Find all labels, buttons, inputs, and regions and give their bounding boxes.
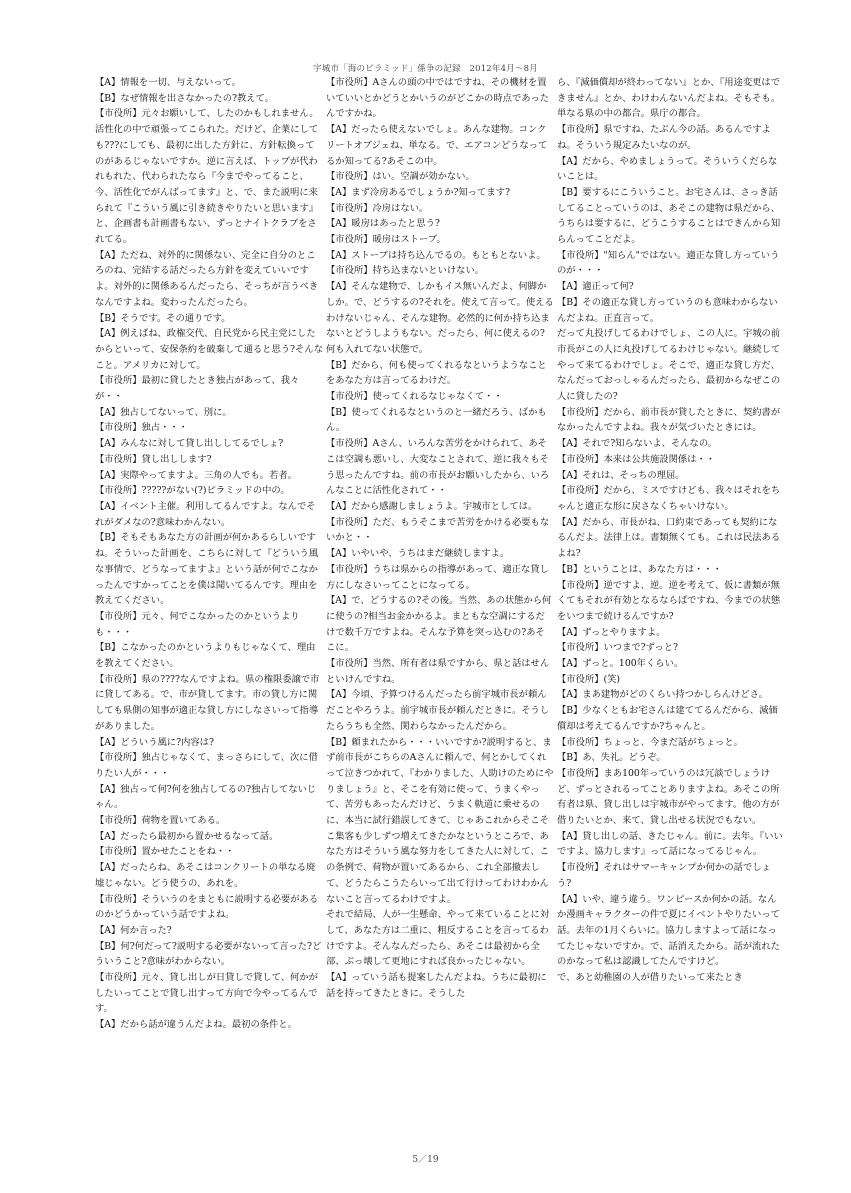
paragraph: 【A】今頃、予算つけるんだったら前宇城市長が頼んだことやろうよ。前宇城市長が頼んだときに。そうしたらうちも全然、関わらなかったんだから。 (326, 689, 550, 732)
paragraph: それで結局、人が一生懸命、やって来ていることに対して、あなた方は二重に、粗反することを言ってるわけですよ。そんなんだったら、あそこは最初から全部、ぶっ壊して更地にすれば良かったじゃない。 (326, 909, 550, 968)
paragraph: 【A】ただね、対外的に関係ない、完全に自分のところのね、完結する話だったら方針を変えていいですよ。対外的に関係あるんだったら、そっちが言うべきなんですよね。変わったんだったら。 (95, 249, 319, 308)
paragraph: 【市役所】持ち込まないといけない。 (326, 265, 485, 277)
paragraph: ら、『減価償却が終わってない』とか、『用途変更はできません』とか、わけわんないんだよね。そもそも。単なる県の中の都合。県庁の都合。 (557, 77, 781, 120)
paragraph: 【市役所】冷房はない。 (326, 202, 429, 214)
paragraph: 【A】っていう話も提案したんだよね。うちに最初に話を持ってきたときに。そうした (326, 972, 547, 999)
paragraph: 【A】適正って何? (557, 281, 634, 293)
paragraph: 【A】貸し出しの話、きたじゃん。前に。去年。『いいですよ、協力します』って話になってるじゃん。 (557, 830, 783, 858)
text-column-2 (326, 75, 554, 1160)
paragraph: 【市役所】ただ、もうそこまで苦労をかける必要もないかと・・ (326, 516, 550, 544)
paragraph: 【A】まず冷房あるでしょうか?知ってます? (326, 186, 510, 198)
paragraph: 【市役所】いつまで?ずっと? (557, 642, 678, 654)
paragraph: 【市役所】だから、ミスですけども、我々はそれをちゃんと適正な形に戻さなくちゃいけない。 (557, 485, 781, 512)
text-column-3 (557, 75, 785, 1160)
paragraph: 【A】どういう風に?内容は? (95, 736, 214, 748)
paragraph: 【A】だから感謝しましょうよ。宇城市としては。 (326, 500, 538, 512)
paragraph: 【市役所】使ってくれるなじゃなくて・・ (326, 391, 503, 403)
paragraph: 【市役所】県ですね、たぶん今の話。あるんですよね。そういう規定みたいなのが。 (557, 124, 771, 151)
paragraph: 【市役所】置かせたことをね・・ (95, 846, 235, 858)
paragraph: 【A】いや、違う違う。ワンピースか何かの話。なんか漫画キャラクターの件で夏にイベントやりたいって話。去年の1月くらいに。協力しますよって話になってたじゃないですか。で、話消えたから。話が流れたのかなって私は認識してたんですけど。 (557, 893, 780, 968)
paragraph: 【A】ずっとやりますよ。 (557, 626, 666, 638)
paragraph: 【A】で、どうするの?その後。当然、あの状態から何に使うの?相当お金かかるよ。まともな空調にするだけで数千万ですよね。そんな予算を突っ込むの?あそこに。 (326, 595, 552, 654)
paragraph: だって丸投げしてるわけでしょ、この人に。宇城の前市長がこの人に丸投げしてるわけじゃない。継続してやって来てるわけでしょ。そこで、適正な貸し方だ、なんだっておっしゃるんだったら、最初からなぜこの人に貸したの? (557, 328, 781, 403)
paragraph: 【A】暖房はあったと思う? (326, 218, 440, 230)
paragraph: 【B】使ってくれるなというのと一緒だろう、ばかもん。 (326, 406, 547, 434)
paragraph: 【市役所】暖房はストーブ。 (326, 234, 446, 246)
paragraph: 【市役所】うちは県からの指導があって、適正な貸し方にしなさいってことになってる。 (326, 563, 549, 591)
paragraph: 【市役所】元々、何でこなかったのかというよりも・・・ (95, 610, 300, 638)
paragraph: 【A】例えばね、政権交代、自民党から民主党にしたからといって、安保条約を破棄して通ると思う?そんなこと。アメリカに対して。 (95, 328, 323, 371)
paragraph: 【市役所】(笑) (557, 673, 621, 685)
paragraph: 【B】なぜ情報を出さなかったの?教えて。 (95, 92, 274, 104)
paragraph: 【市役所】荷物を置いてある。 (95, 815, 226, 827)
paragraph: 【A】それで?知らないよ、そんなの。 (557, 438, 718, 450)
paragraph: 【B】頼まれたから・・・いいですか?説明すると、まず前市長がこちらのAさんに頼んで、何とかしてくれって泣きつかれて、『わかりました、人助けのためにやりましょう』と、そこを有効に使って、うまくやって、苦労もあったんだけど、うまく軌道に乗せるのに、本当に試行錯誤してきて、じゃあこれからそこそこ集客も少しずつ増えてきたかなというところで、あなた方はそういう風な努力をしてきた人に対して、この条例で、荷物が置いてあるから、これ全部撤去して、どうたらこうたらいって出て行けってわけわかんないこと言ってるわけですよ。 (326, 736, 554, 905)
paragraph: 【市役所】逆ですよ、逆。逆を考えて、仮に書類が無くてもそれが有効となるならばですね、今までの状態をいつまで続けるんですか? (557, 579, 781, 622)
paragraph: 【市役所】はい。空調が効かない。 (326, 171, 475, 183)
paragraph: 【市役所】Aさん、いろんな苦労をかけられて、あそこは空調も悪いし、大変なことされて、逆に我々もそう思ったんですね。前の市長がお願いしたから、いろんなことに活性化されて・・ (326, 438, 550, 497)
paragraph: 【A】実際やってますよ。三角の人でも。若者。 (95, 469, 297, 481)
paragraph: 【市役所】ちょっと、今まだ話がちょっと。 (557, 736, 743, 748)
paragraph: 【市役所】それはサマーキャンプか何かの話でしょう? (557, 862, 771, 889)
paragraph: 【B】ということは、あなた方は・・・ (557, 563, 722, 575)
paragraph: 【B】そうです。その通りです。 (95, 312, 231, 324)
paragraph: 【市役所】独占・・・ (95, 422, 188, 434)
paragraph: 【A】独占って何?何を独占してるの?独占してないじゃん。 (95, 783, 317, 811)
paragraph: 【A】だから、市長がね、口約束であっても契約になるんだよ。法律上は。書類無くても。これは民法あるよね? (557, 516, 781, 560)
paragraph: 【B】何?何だって?説明する必要がないって言った?どういうこと?意味がわからない。 (95, 940, 322, 968)
paragraph: 【A】そんな建物で、しかもイス無いんだよ、何脚かしか。で、どうするの?それを。使えて言って。使えるわけないじゃん、そんな建物。必然的に何か持ち込まないとどうしようもない。だったら、何に使えるの?何も入れてない状態で。 (326, 281, 554, 355)
paragraph: 【市役所】県の????なんですよね。県の権限委譲で市に貸してある。で、市が貸してます。市の貸し方に関しても県側の知事が適正な貸し方にしなさいって指導がありました。 (95, 673, 320, 732)
paragraph: 【A】それは、そっちの理屈。 (557, 469, 685, 481)
paragraph: 【市役所】本来は公共施設関係は・・ (557, 453, 716, 465)
page-header: 宇城市「海のピラミッド」係争の記録 2012年4月〜8月 (313, 64, 538, 74)
paragraph: 【市役所】独占じゃなくて、まっさらにして、次に借りたい人が・・・ (95, 752, 318, 779)
paragraph: 【市役所】当然、所有者は県ですから、県と話はせんといけんですね。 (326, 658, 550, 685)
paragraph: 【A】だったら使えないでしょ。あんな建物。コンクリートオブジェね、単なる。で、エアコンどうなってるか知ってる?あそこの中。 (326, 124, 548, 167)
paragraph: 【市役所】まあ100年っていうのは冗談でしょうけど、ずっとされるってことありますよね。あそこの所有者は県、貸し出しは宇城市がやってます。他の方が借りたいとか、来て、貸し出せる状況でもない。 (557, 767, 780, 827)
paragraph: 【市役所】だから、前市長が貸したときに、契約書がなかったんですよね。我々が気づいたときには。 (557, 406, 781, 434)
paragraph: 【市役所】元々、貸し出しが日貸しで貸して、何かがしたいってことで貸し出すって方向で今やってるんです。 (95, 972, 318, 1015)
paragraph: 【市役所】Aさんの頭の中ではですね、その機材を置いていいとかどうとかいうのがどこかの時点であったんですかね。 (326, 77, 550, 120)
paragraph: 【B】あ、失礼。どうぞ。 (557, 752, 666, 764)
paragraph: 【A】だったら最初から置かせるなって話。 (95, 830, 279, 842)
paragraph: 【A】みんなに対して貸し出ししてるでしょ? (95, 438, 284, 450)
paragraph: 【市役所】"知らん"ではない。適正な貸し方っていうのが・・・ (557, 249, 780, 277)
paragraph: 【A】独占してないって、別に。 (95, 406, 232, 418)
paragraph: 【A】だから話が違うんだよね。最初の条件と。 (95, 1019, 297, 1031)
paragraph: 【市役所】そういうのをまともに説明する必要があるのかどうかっていう話ですよね。 (95, 893, 319, 921)
paragraph: 【市役所】最初に貸したとき独占があって、我々が・・ (95, 375, 300, 403)
paragraph: 【B】要するにこういうこと。お宅さんは、さっき話してることっていうのは、あそこの建物は県だから、うちらは要するに、どうこうすることはできんから知らんってことだよ。 (557, 186, 781, 246)
paragraph: 【B】その適正な貸し方っていうのも意味わからないんだよね。正直言って。 (557, 296, 778, 324)
paragraph: 【B】少なくともお宅さんは建ててるんだから、減価償却は考えてるんですか?ちゃんと。 (557, 705, 778, 732)
paragraph: 【A】ずっと。100年くらい。 (557, 658, 684, 670)
text-column-1 (95, 75, 323, 1160)
paragraph: 【A】ストーブは持ち込んでるの。もともとないよ。 (326, 249, 546, 261)
paragraph: 【A】イベント主催。利用してるんですよ。なんでそれがダメなの?意味わかんない。 (95, 500, 316, 528)
paragraph: 【A】だから、やめましょうって。そういうくだらないことは。 (557, 155, 778, 183)
paragraph: 【B】こなかったのかというよりもじゃなくて、理由を教えてください。 (95, 642, 316, 670)
paragraph: 【A】いやいや、うちはまだ継続しますよ。 (326, 548, 510, 560)
paragraph: 【A】まあ建物がどのくらい持つかしらんけどさ。 (557, 689, 768, 701)
paragraph: 【A】情報を一切、与えないって。 (95, 77, 241, 88)
paragraph: 【A】何か言った? (95, 924, 172, 936)
paragraph: で、あと幼稚園の人が借りたいって来たとき (557, 972, 743, 984)
paragraph: 【A】だったらね、あそこはコンクリートの単なる廃墟じゃない。どう使うの、あれを。 (95, 862, 316, 889)
paragraph: 【市役所】?????がない(?)ピラミッドの中の。 (95, 485, 290, 497)
paragraph: 【市役所】貸し出しします? (95, 453, 212, 465)
paragraph: 【市役所】元々お願いして、したのかもしれません。活性化の中で頑張ってこられた。だけど、企業にしても???にしても、最初に出した方針に、方針転換ってのがあるじゃないですか。逆に言えば、トップが代われもれた、代わられたなら『今までやってること、今、活性化でがんばってます』と、で、また説明に来られて『こういう風に引き続きやりたいと思います』と、企画書も計画書もない、ずっとナイトクラブをされてる。 (95, 108, 319, 246)
paragraph: 【B】そもそもあなた方の計画が何かあるらしいですね。そういった計画を、こちらに対して『どういう風な事情で、どうなってますよ』という話が何でこなかったんですかってことを僕は聞いてるんです。理由を教えてください。 (95, 532, 319, 607)
page-number: 5／19 (412, 1155, 439, 1165)
paragraph: 【B】だから、何も使ってくれるなというようなことをあなた方は言ってるわけだ。 (326, 359, 547, 387)
